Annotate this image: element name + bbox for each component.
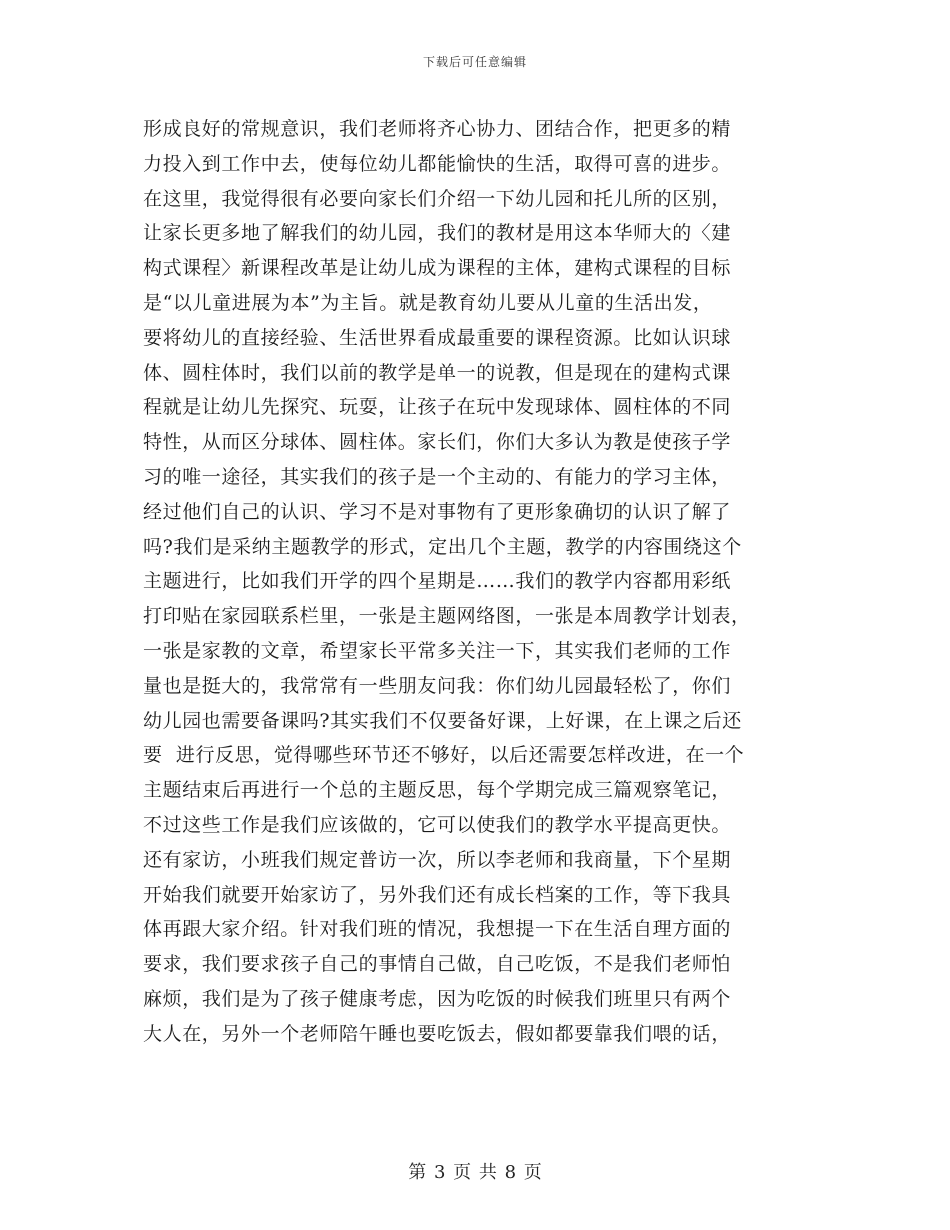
document-body — [143, 112, 803, 1052]
text-line: 体、圆柱体时，我们以前的教学是单一的说教，但是现在的建构式课 — [143, 361, 732, 384]
text-line: 吗?我们是采纳主题教学的形式，定出几个主题，教学的内容围绕这个 — [143, 535, 742, 558]
text-line: 主题结束后再进行一个总的主题反思，每个学期完成三篇观察笔记， — [143, 779, 732, 802]
text-line: 力投入到工作中去，使每位幼儿都能愉快的生活，取得可喜的进步。 — [143, 152, 732, 175]
text-line: 大人在，另外一个老师陪午睡也要吃饭去，假如都要靠我们喂的话， — [143, 1022, 732, 1045]
page-header: 下载后可任意编辑 — [422, 55, 527, 69]
text-line: 形成良好的常规意识，我们老师将齐心协力、团结合作，把更多的精 — [143, 118, 732, 140]
text-line: 让家长更多地了解我们的幼儿园，我们的教材是用这本华师大的〈建 — [143, 222, 732, 245]
text-line: 体再跟大家介绍。针对我们班的情况，我想提一下在生活自理方面的 — [143, 918, 732, 941]
text-line: 特性，从而区分球体、圆柱体。家长们，你们大多认为教是使孩子学 — [143, 431, 732, 454]
text-line: 程就是让幼儿先探究、玩耍，让孩子在玩中发现球体、圆柱体的不同 — [143, 396, 732, 419]
text-line: 习的唯一途径，其实我们的孩子是一个主动的、有能力的学习主体， — [143, 465, 732, 488]
text-line: 打印贴在家园联系栏里，一张是主题网络图，一张是本周教学计划表， — [143, 605, 751, 628]
text-line: 要 进行反思，觉得哪些环节还不够好，以后还需要怎样改进，在一个 — [143, 744, 745, 767]
text-line: 还有家访，小班我们规定普访一次，所以李老师和我商量，下个星期 — [143, 848, 732, 871]
text-line: 主题进行，比如我们开学的四个星期是……我们的教学内容都用彩纸 — [143, 570, 732, 593]
text-line: 要求，我们要求孩子自己的事情自己做，自己吃饭，不是我们老师怕 — [143, 953, 732, 976]
text-line: 一张是家教的文章，希望家长平常多关注一下，其实我们老师的工作 — [143, 639, 732, 662]
text-line: 要将幼儿的直接经验、生活世界看成最重要的课程资源。比如认识球 — [143, 326, 732, 349]
text-line: 经过他们自己的认识、学习不是对事物有了更形象确切的认识了解了 — [143, 500, 732, 523]
text-line: 不过这些工作是我们应该做的，它可以使我们的教学水平提高更快。 — [143, 813, 732, 836]
text-line: 是“以儿童进展为本”为主旨。就是教育幼儿要从儿童的生活出发， — [143, 291, 713, 314]
text-line: 麻烦，我们是为了孩子健康考虑，因为吃饭的时候我们班里只有两个 — [143, 987, 732, 1010]
text-line: 开始我们就要开始家访了，另外我们还有成长档案的工作，等下我具 — [143, 883, 732, 906]
text-line: 量也是挺大的，我常常有一些朋友问我：你们幼儿园最轻松了，你们 — [143, 674, 732, 697]
text-line: 在这里，我觉得很有必要向家长们介绍一下幼儿园和托儿所的区别， — [143, 187, 732, 210]
text-line: 幼儿园也需要备课吗?其实我们不仅要备好课，上好课，在上课之后还 — [143, 709, 742, 732]
text-line: 构式课程〉新课程改革是让幼儿成为课程的主体，建构式课程的目标 — [143, 257, 732, 280]
page-number: 第 3 页 共 8 页 — [408, 1162, 542, 1183]
